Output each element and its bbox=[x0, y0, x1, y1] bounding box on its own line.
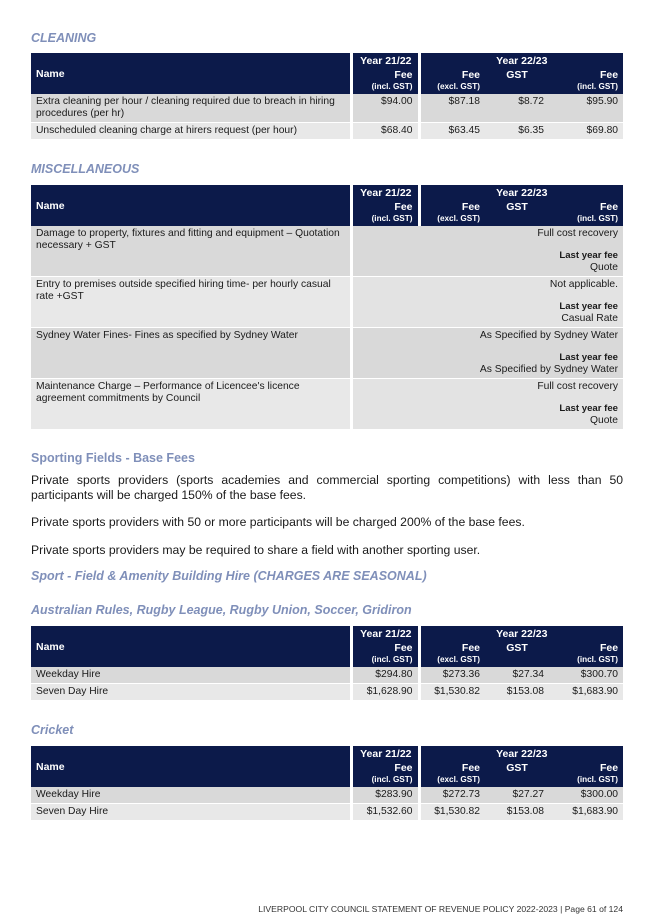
last-year-label: Last year fee bbox=[559, 250, 619, 261]
last-year-label: Last year fee bbox=[559, 403, 619, 414]
row-name: Sydney Water Fines- Fines as specified by Sydney Water bbox=[31, 328, 351, 379]
header-name: Name bbox=[31, 185, 351, 226]
header-year-a: Year 21/22 bbox=[351, 746, 419, 761]
last-year-value: Quote bbox=[589, 415, 619, 426]
row-name: Seven Day Hire bbox=[31, 804, 351, 821]
fee-excl-gst: $272.73 bbox=[419, 787, 485, 804]
fee-incl-gst: $95.90 bbox=[549, 94, 623, 123]
fee-incl-gst: $1,683.90 bbox=[549, 684, 623, 701]
header-gst: GST bbox=[485, 200, 549, 226]
fee-excl-gst: $87.18 bbox=[419, 94, 485, 123]
fee-excl-gst: $1,530.82 bbox=[419, 684, 485, 701]
table-row bbox=[31, 379, 623, 430]
header-fee-incl-b: Fee (incl. GST) bbox=[549, 761, 623, 787]
gst-value: $153.08 bbox=[485, 684, 549, 701]
last-year-value: As Specified by Sydney Water bbox=[479, 364, 619, 375]
header-fee-incl-b: Fee (incl. GST) bbox=[549, 641, 623, 667]
last-year-value: Casual Rate bbox=[561, 313, 619, 324]
sporting-title: Sporting Fields - Base Fees bbox=[31, 451, 195, 465]
fee-21-22: $283.90 bbox=[351, 787, 419, 804]
row-name: Weekday Hire bbox=[31, 787, 351, 804]
football-table bbox=[31, 626, 623, 701]
sport-hire-title: Sport - Field & Amenity Building Hire (CHARGES ARE SEASONAL) bbox=[31, 569, 427, 583]
header-fee-incl: Fee (incl. GST) bbox=[351, 200, 419, 226]
header-name: Name bbox=[31, 746, 351, 787]
gst-value: $153.08 bbox=[485, 804, 549, 821]
header-year-b: Year 22/23 bbox=[419, 746, 623, 761]
fee-value: As Specified by Sydney Water bbox=[479, 330, 619, 341]
table-row bbox=[31, 684, 623, 701]
table-row bbox=[31, 94, 623, 123]
gst-value: $8.72 bbox=[485, 94, 549, 123]
row-name: Unscheduled cleaning charge at hirers request (per hour) bbox=[31, 123, 351, 140]
header-year-b: Year 22/23 bbox=[419, 626, 623, 641]
fee-incl-gst: $300.00 bbox=[549, 787, 623, 804]
merged-fee-cell bbox=[351, 328, 623, 379]
header-year-a: Year 21/22 bbox=[351, 626, 419, 641]
fee-21-22: $1,628.90 bbox=[351, 684, 419, 701]
header-fee-excl: Fee (excl. GST) bbox=[419, 200, 485, 226]
last-year-label: Last year fee bbox=[559, 352, 619, 363]
table-row bbox=[31, 787, 623, 804]
fee-incl-gst: $69.80 bbox=[549, 123, 623, 140]
header-year-a: Year 21/22 bbox=[351, 53, 419, 68]
row-name: Weekday Hire bbox=[31, 667, 351, 684]
cleaning-table bbox=[31, 53, 623, 140]
header-fee-excl: Fee (excl. GST) bbox=[419, 641, 485, 667]
page-footer: LIVERPOOL CITY COUNCIL STATEMENT OF REVENUE POLICY 2022-2023 | Page 61 of 124 bbox=[258, 904, 623, 914]
sporting-paragraph-3: Private sports providers may be required to share a field with another sporting user. bbox=[31, 543, 481, 557]
header-fee-incl-b: Fee (incl. GST) bbox=[549, 200, 623, 226]
misc-table bbox=[31, 185, 623, 430]
header-year-b: Year 22/23 bbox=[419, 53, 623, 68]
cricket-table bbox=[31, 746, 623, 821]
table-row bbox=[31, 226, 623, 277]
header-fee-excl: Fee (excl. GST) bbox=[419, 761, 485, 787]
fee-21-22: $94.00 bbox=[351, 94, 419, 123]
table-row bbox=[31, 328, 623, 379]
merged-fee-cell bbox=[351, 277, 623, 328]
merged-fee-cell bbox=[351, 379, 623, 430]
fee-incl-gst: $300.70 bbox=[549, 667, 623, 684]
table-row bbox=[31, 804, 623, 821]
sporting-paragraph-2: Private sports providers with 50 or more participants will be charged 200% of the base fees. bbox=[31, 515, 525, 529]
header-gst: GST bbox=[485, 761, 549, 787]
fee-value: Full cost recovery bbox=[537, 381, 619, 392]
header-fee-excl: Fee (excl. GST) bbox=[419, 68, 485, 94]
table-row bbox=[31, 277, 623, 328]
fee-value: Full cost recovery bbox=[537, 228, 619, 239]
gst-value: $6.35 bbox=[485, 123, 549, 140]
sporting-paragraph-1: Private sports providers (sports academies and commercial sporting competitions) with less than 50 participants will be charged 150% of the base fees. bbox=[31, 473, 623, 502]
header-fee-incl: Fee (incl. GST) bbox=[351, 641, 419, 667]
fee-excl-gst: $273.36 bbox=[419, 667, 485, 684]
fee-incl-gst: $1,683.90 bbox=[549, 804, 623, 821]
table-row bbox=[31, 123, 623, 140]
last-year-value: Quote bbox=[589, 262, 619, 273]
row-name: Damage to property, fixtures and fitting and equipment – Quotation necessary + GST bbox=[31, 226, 351, 277]
football-title: Australian Rules, Rugby League, Rugby Union, Soccer, Gridiron bbox=[31, 603, 412, 617]
header-name: Name bbox=[31, 53, 351, 94]
fee-value: Not applicable. bbox=[549, 279, 619, 290]
fee-excl-gst: $63.45 bbox=[419, 123, 485, 140]
header-gst: GST bbox=[485, 68, 549, 94]
fee-21-22: $1,532.60 bbox=[351, 804, 419, 821]
merged-fee-cell bbox=[351, 226, 623, 277]
misc-title: MISCELLANEOUS bbox=[31, 162, 140, 176]
fee-21-22: $68.40 bbox=[351, 123, 419, 140]
cricket-title: Cricket bbox=[31, 723, 74, 737]
row-name: Extra cleaning per hour / cleaning required due to breach in hiring procedures (per hr) bbox=[31, 94, 351, 123]
fee-21-22: $294.80 bbox=[351, 667, 419, 684]
row-name: Seven Day Hire bbox=[31, 684, 351, 701]
fee-excl-gst: $1,530.82 bbox=[419, 804, 485, 821]
gst-value: $27.27 bbox=[485, 787, 549, 804]
header-fee-incl: Fee (incl. GST) bbox=[351, 761, 419, 787]
header-fee-incl-b: Fee (incl. GST) bbox=[549, 68, 623, 94]
header-year-a: Year 21/22 bbox=[351, 185, 419, 200]
row-name: Entry to premises outside specified hiring time- per hourly casual rate +GST bbox=[31, 277, 351, 328]
gst-value: $27.34 bbox=[485, 667, 549, 684]
row-name: Maintenance Charge – Performance of Licencee's licence agreement commitments by Council bbox=[31, 379, 351, 430]
cleaning-title: CLEANING bbox=[31, 31, 97, 45]
last-year-label: Last year fee bbox=[559, 301, 619, 312]
header-gst: GST bbox=[485, 641, 549, 667]
table-row bbox=[31, 667, 623, 684]
header-year-b: Year 22/23 bbox=[419, 185, 623, 200]
header-name: Name bbox=[31, 626, 351, 667]
header-fee-incl: Fee (incl. GST) bbox=[351, 68, 419, 94]
